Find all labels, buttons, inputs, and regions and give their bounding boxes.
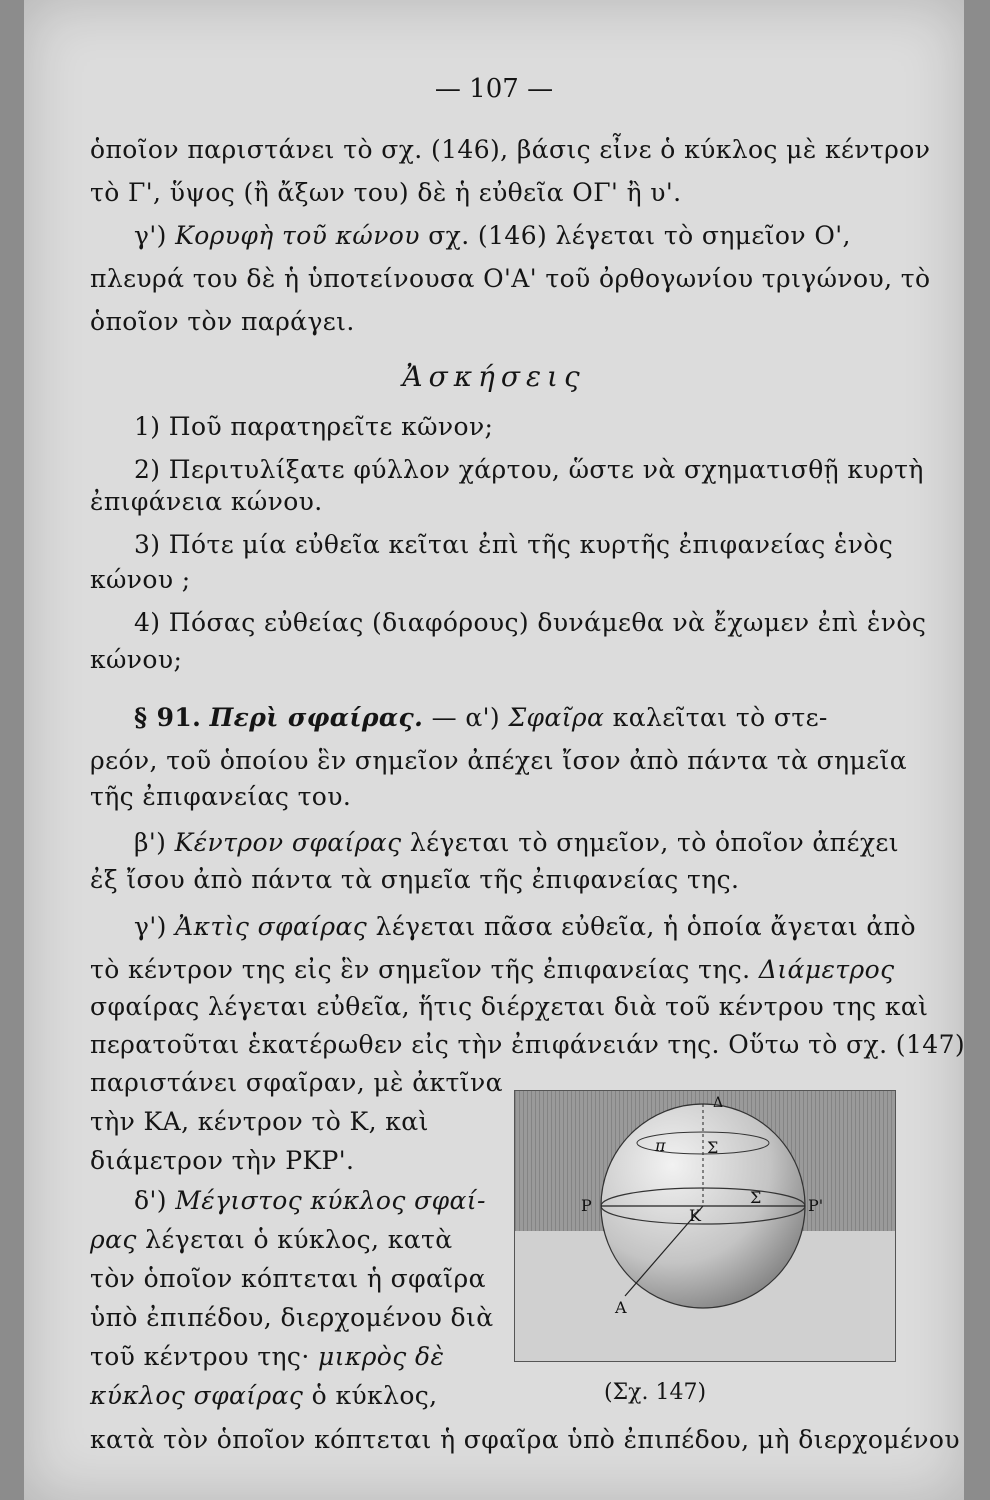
text-line: ὁποῖον τὸν παράγει. [90,307,355,336]
text-line: ὁποῖον παριστάνει τὸ σχ. (146), βάσις εἶνε ὁ κύκλος μὲ κέντρον [90,135,931,164]
text-line: κύκλος σφαίρας ὁ κύκλος, [90,1381,438,1410]
label-p: Ρ [581,1196,592,1215]
text-line: ρας λέγεται ὁ κύκλος, κατὰ [90,1225,453,1254]
text-line: τὸ Γ', ὕψος (ἢ ἄξων του) δὲ ἡ εὐθεῖα ΟΓ' ἢ υ'. [90,178,682,207]
label-k: Κ [689,1206,701,1225]
exercise-line: 2) Περιτυλίξατε φύλλον χάρτου, ὥστε νὰ σχηματισθῇ κυρτὴ [134,455,924,484]
section-line: § 91. Περὶ σφαίρας. — α') Σφαῖρα καλεῖται τὸ στε- [134,703,828,732]
exercise-line: 3) Πότε μία εὐθεῖα κεῖται ἐπὶ τῆς κυρτῆς ἐπιφανείας ἑνὸς [134,530,894,559]
text-line: πλευρά του δὲ ἡ ὑποτείνουσα Ο'Α' τοῦ ὀρθογωνίου τριγώνου, τὸ [90,264,931,293]
exercise-line: ἐπιφάνεια κώνου. [90,487,323,516]
label-a: Α [615,1298,627,1317]
exercise-line: κώνου ; [90,565,191,594]
text-line: τὴν ΚΑ, κέντρον τὸ Κ, καὶ [90,1107,429,1136]
label-sigma-top: Σ [707,1138,719,1157]
text-line: σφαίρας λέγεται εὐθεῖα, ἥτις διέρχεται διὰ τοῦ κέντρου της καὶ [90,992,929,1021]
figure-caption: (Σχ. 147) [604,1380,707,1405]
text-line: γ') Κορυφὴ τοῦ κώνου σχ. (146) λέγεται τὸ σημεῖον Ο', [134,221,851,250]
exercise-line: κώνου; [90,645,183,674]
sphere-figure [514,1090,896,1362]
label-delta: Δ [713,1095,724,1111]
text-line: γ') Ἀκτὶς σφαίρας λέγεται πᾶσα εὐθεῖα, ἡ ὁποία ἄγεται ἀπὸ [134,912,916,941]
text-line: τὸν ὁποῖον κόπτεται ἡ σφαῖρα [90,1264,486,1293]
text-line: τὸ κέντρον της εἰς ἓν σημεῖον τῆς ἐπιφανείας της. Διάμετρος [90,955,895,984]
text-line: τοῦ κέντρου της· μικρὸς δὲ [90,1342,445,1371]
text-line: κατὰ τὸν ὁποῖον κόπτεται ἡ σφαῖρα ὑπὸ ἐπιπέδου, μὴ διερχομένου [90,1425,960,1454]
text-line: β') Κέντρον σφαίρας λέγεται τὸ σημεῖον, τὸ ὁποῖον ἀπέχει [134,828,899,857]
text-line: ρεόν, τοῦ ὁποίου ἓν σημεῖον ἀπέχει ἴσον ἀπὸ πάντα τὰ σημεῖα [90,746,907,775]
text-line: περατοῦται ἑκατέρωθεν εἰς τὴν ἐπιφάνειάν της. Οὕτω τὸ σχ. (147) [90,1030,966,1059]
label-p-prime: Ρ' [808,1196,824,1215]
text-line: παριστάνει σφαῖραν, μὲ ἀκτῖνα [90,1068,503,1097]
page-number: — 107 — [434,74,554,104]
sphere-illustration [515,1091,895,1361]
text-line: ἐξ ἴσου ἀπὸ πάντα τὰ σημεῖα τῆς ἐπιφανείας της. [90,865,740,894]
exercise-line: 1) Ποῦ παρατηρεῖτε κῶνον; [134,412,494,441]
label-sigma: Σ [750,1188,762,1207]
text-line: ὑπὸ ἐπιπέδου, διερχομένου διὰ [90,1303,494,1332]
text-line: δ') Μέγιστος κύκλος σφαί- [134,1186,486,1215]
text-line: τῆς ἐπιφανείας του. [90,782,352,811]
section-number: § 91. [134,703,202,732]
section-heading: Ἀσκήσεις [402,360,586,393]
label-pi: π [655,1136,666,1155]
book-page [24,0,964,1500]
exercise-line: 4) Πόσας εὐθείας (διαφόρους) δυνάμεθα νὰ ἔχωμεν ἐπὶ ἑνὸς [134,608,927,637]
section-title: Περὶ σφαίρας. [209,703,424,732]
text-line: διάμετρον τὴν ΡΚΡ'. [90,1146,355,1175]
